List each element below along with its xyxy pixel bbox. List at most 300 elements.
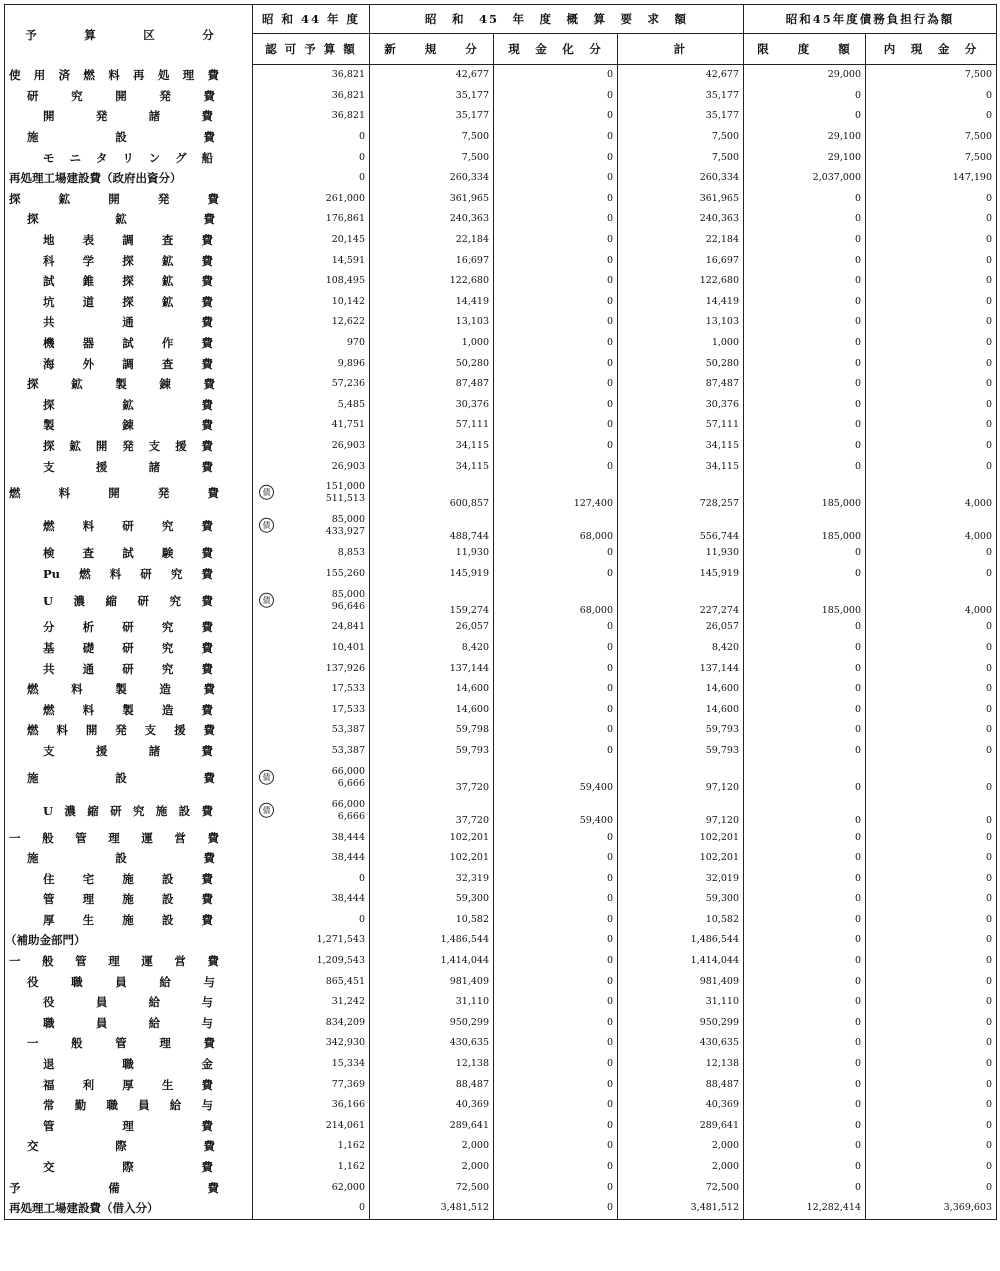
cell-limit: 29,000 (744, 65, 866, 86)
cell-new: 35,177 (370, 106, 494, 127)
cell-new: 2,000 (370, 1157, 494, 1178)
row-category (5, 679, 253, 700)
table-row (5, 250, 997, 271)
cell-fy44-approved (253, 794, 370, 827)
row-category-label: 施設費 (27, 130, 215, 145)
row-category-label: 機器試作費 (43, 336, 213, 351)
cell-fy44-approved (253, 271, 370, 292)
cell-cash: 0 (494, 1116, 618, 1137)
row-category-label: 探鉱費 (43, 397, 213, 412)
cell-total: 950,299 (618, 1013, 744, 1034)
row-category-label: 使用済燃料再処理費 (9, 68, 219, 83)
cell-cash-part: 0 (866, 271, 997, 292)
cell-new: 87,487 (370, 374, 494, 395)
cell-total: 59,793 (618, 720, 744, 741)
row-category (5, 971, 253, 992)
cell-cash: 0 (494, 741, 618, 762)
cell-fy44-approved (253, 333, 370, 354)
row-category-label: 職員給与 (43, 1015, 213, 1030)
cell-cash: 0 (494, 910, 618, 931)
cell-cash-part: 0 (866, 333, 997, 354)
fy44-approved-value: 85,000 (331, 588, 365, 600)
table-row (5, 271, 997, 292)
cell-fy44-approved (253, 827, 370, 848)
row-category-label: 製錬費 (43, 418, 213, 433)
cell-new: 8,420 (370, 638, 494, 659)
cell-cash-part: 0 (866, 951, 997, 972)
cell-total: 14,419 (618, 292, 744, 313)
table-row (5, 86, 997, 107)
cell-fy44-approved (253, 1157, 370, 1178)
table-row (5, 168, 997, 189)
fy44-approved-value: 26,903 (331, 439, 365, 451)
cell-cash-part: 0 (866, 910, 997, 931)
cell-new: 14,600 (370, 679, 494, 700)
cell-cash-part: 0 (866, 1054, 997, 1075)
table-row (5, 889, 997, 910)
row-category (5, 699, 253, 720)
header-fy44-bottom: 認 可 予 算 額 (253, 34, 370, 65)
fy44-approved-value: 155,260 (325, 567, 365, 579)
cell-new: 289,641 (370, 1116, 494, 1137)
cell-total: 2,000 (618, 1136, 744, 1157)
cell-cash-part: 0 (866, 292, 997, 313)
cell-limit: 0 (744, 292, 866, 313)
cell-total: 14,600 (618, 699, 744, 720)
cell-fy44-approved (253, 1198, 370, 1219)
cell-cash: 0 (494, 1177, 618, 1198)
fy44-approved-value: 970 (346, 337, 365, 349)
cell-cash-part: 0 (866, 86, 997, 107)
fy44-approved-value: 0 (358, 131, 365, 143)
fy44-approved-value: 0 (358, 172, 365, 184)
row-category-label: 役員給与 (43, 995, 213, 1010)
row-category (5, 415, 253, 436)
row-category-label: 厚生施設費 (43, 912, 213, 927)
row-category (5, 1157, 253, 1178)
row-category (5, 1054, 253, 1075)
cell-cash-part: 0 (866, 638, 997, 659)
cell-new: 7,500 (370, 127, 494, 148)
cell-limit: 0 (744, 868, 866, 889)
cell-total: 102,201 (618, 827, 744, 848)
cell-total: 8,420 (618, 638, 744, 659)
cell-fy44-approved (253, 353, 370, 374)
fy44-approved-value: 261,000 (325, 192, 365, 204)
cell-limit: 0 (744, 374, 866, 395)
cell-limit: 0 (744, 271, 866, 292)
cell-new: 240,363 (370, 209, 494, 230)
table-row (5, 741, 997, 762)
row-category (5, 292, 253, 313)
budget-table (4, 4, 997, 1220)
cell-limit: 0 (744, 415, 866, 436)
cell-total: 57,111 (618, 415, 744, 436)
cell-new: 37,720 (370, 794, 494, 827)
row-category (5, 1033, 253, 1054)
table-row (5, 1198, 997, 1219)
row-category-label: 支援諸費 (43, 459, 213, 474)
cell-limit: 0 (744, 333, 866, 354)
cell-fy44-approved (253, 510, 370, 543)
cell-fy44-approved (253, 1013, 370, 1034)
fy44-approved-value: 1,162 (337, 1140, 365, 1152)
table-body (5, 65, 997, 1220)
cell-cash: 0 (494, 374, 618, 395)
cell-limit: 0 (744, 1054, 866, 1075)
table-row (5, 868, 997, 889)
table-row (5, 1116, 997, 1137)
cell-limit: 0 (744, 761, 866, 794)
fy44-approved-value: 57,236 (331, 378, 365, 390)
row-category (5, 1013, 253, 1034)
row-category (5, 658, 253, 679)
cell-limit: 0 (744, 910, 866, 931)
cell-total: 59,793 (618, 741, 744, 762)
cell-cash: 0 (494, 1074, 618, 1095)
cell-total: 102,201 (618, 848, 744, 869)
cell-fy44-approved (253, 658, 370, 679)
cell-new: 16,697 (370, 250, 494, 271)
cell-new: 488,744 (370, 510, 494, 543)
cell-cash: 0 (494, 127, 618, 148)
fy44-approved-value: 24,841 (331, 621, 365, 633)
row-category (5, 910, 253, 931)
row-category (5, 189, 253, 210)
cell-fy44-approved (253, 1095, 370, 1116)
cell-cash-part: 147,190 (866, 168, 997, 189)
cell-fy44-approved (253, 889, 370, 910)
cell-cash: 0 (494, 189, 618, 210)
row-category (5, 510, 253, 543)
row-category (5, 992, 253, 1013)
cell-cash: 0 (494, 436, 618, 457)
cell-cash-part: 4,000 (866, 510, 997, 543)
debt-mark-icon: 債 (259, 802, 274, 817)
debt-mark-icon: 債 (259, 769, 274, 784)
cell-limit: 185,000 (744, 584, 866, 617)
cell-new: 10,582 (370, 910, 494, 931)
cell-limit: 0 (744, 794, 866, 827)
row-category (5, 761, 253, 794)
row-category (5, 250, 253, 271)
cell-fy44-approved (253, 930, 370, 951)
cell-new: 34,115 (370, 456, 494, 477)
cell-total: 7,500 (618, 147, 744, 168)
cell-cash: 127,400 (494, 477, 618, 510)
row-category-label: 再処理工場建設費（借入分） (9, 1201, 159, 1216)
table-row (5, 543, 997, 564)
fy44-approved-value: 36,166 (331, 1099, 365, 1111)
cell-cash: 0 (494, 848, 618, 869)
cell-fy44-approved (253, 312, 370, 333)
fy44-approved-value: 15,334 (331, 1058, 365, 1070)
row-category (5, 720, 253, 741)
fy44-approved-value: 41,751 (331, 419, 365, 431)
cell-cash: 0 (494, 1095, 618, 1116)
table-row (5, 353, 997, 374)
table-row (5, 1013, 997, 1034)
row-category (5, 271, 253, 292)
table-row (5, 794, 997, 827)
row-category (5, 868, 253, 889)
cell-limit: 0 (744, 827, 866, 848)
row-category (5, 147, 253, 168)
table-row (5, 930, 997, 951)
cell-cash: 0 (494, 563, 618, 584)
fy44-approved-value: 1,271,543 (316, 934, 365, 946)
table-row (5, 209, 997, 230)
cell-new: 1,414,044 (370, 951, 494, 972)
table-row (5, 374, 997, 395)
cell-cash-part: 0 (866, 848, 997, 869)
cell-total: 12,138 (618, 1054, 744, 1075)
row-category (5, 617, 253, 638)
cell-fy44-approved (253, 699, 370, 720)
cell-cash: 68,000 (494, 584, 618, 617)
cell-cash-part: 0 (866, 1116, 997, 1137)
cell-new: 122,680 (370, 271, 494, 292)
row-category-label: 一般管理費 (27, 1036, 215, 1051)
fy44-approved-value: 53,387 (331, 724, 365, 736)
cell-cash-part: 0 (866, 395, 997, 416)
cell-cash-part: 0 (866, 250, 997, 271)
cell-cash-part: 0 (866, 230, 997, 251)
cell-new: 57,111 (370, 415, 494, 436)
cell-total: 556,744 (618, 510, 744, 543)
table-row (5, 971, 997, 992)
row-category-label: 科学探鉱費 (43, 253, 213, 268)
cell-cash: 0 (494, 250, 618, 271)
cell-limit: 0 (744, 848, 866, 869)
row-category-label: 住宅施設費 (43, 871, 213, 886)
cell-new: 37,720 (370, 761, 494, 794)
cell-cash-part: 0 (866, 658, 997, 679)
cell-cash-part: 4,000 (866, 477, 997, 510)
cell-total: 26,057 (618, 617, 744, 638)
cell-fy44-approved (253, 543, 370, 564)
fy44-approved-value: 66,000 (331, 798, 365, 810)
header-category: 予 算 区 分 (5, 5, 253, 65)
row-category (5, 353, 253, 374)
cell-fy44-approved (253, 761, 370, 794)
row-category (5, 638, 253, 659)
row-category-label: 探鉱製錬費 (27, 377, 215, 392)
cell-cash-part: 7,500 (866, 147, 997, 168)
cell-cash: 0 (494, 333, 618, 354)
table-row (5, 951, 997, 972)
cell-cash-part: 0 (866, 794, 997, 827)
cell-total: 30,376 (618, 395, 744, 416)
fy44-approved-value-secondary: 511,513 (325, 493, 365, 505)
cell-limit: 0 (744, 930, 866, 951)
row-category-label: 探鉱費 (27, 212, 215, 227)
fy44-approved-value: 31,242 (331, 996, 365, 1008)
cell-new: 32,319 (370, 868, 494, 889)
cell-new: 72,500 (370, 1177, 494, 1198)
cell-new: 59,798 (370, 720, 494, 741)
row-category-label: 共通費 (43, 315, 213, 330)
fy44-approved-value: 1,162 (337, 1161, 365, 1173)
cell-limit: 0 (744, 741, 866, 762)
table-row (5, 395, 997, 416)
fy44-approved-value: 834,209 (325, 1016, 365, 1028)
cell-cash: 0 (494, 1013, 618, 1034)
row-category-label: 燃料開発費 (9, 486, 219, 501)
row-category (5, 127, 253, 148)
fy44-approved-value: 38,444 (331, 852, 365, 864)
cell-fy44-approved (253, 106, 370, 127)
cell-cash: 0 (494, 617, 618, 638)
row-category (5, 1074, 253, 1095)
row-category-label: 再処理工場建設費（政府出資分） (9, 171, 182, 186)
cell-new: 981,409 (370, 971, 494, 992)
cell-new: 31,110 (370, 992, 494, 1013)
cell-limit: 0 (744, 638, 866, 659)
cell-limit: 185,000 (744, 477, 866, 510)
row-category-label: 共通研究費 (43, 661, 213, 676)
fy44-approved-value-secondary: 96,646 (331, 600, 365, 612)
row-category (5, 1116, 253, 1137)
table-row (5, 679, 997, 700)
row-category (5, 65, 253, 86)
row-category-label: 燃料研究費 (43, 519, 213, 534)
cell-cash-part: 0 (866, 312, 997, 333)
header-cash-part: 内 現 金 分 (866, 34, 997, 65)
cell-cash-part: 3,369,603 (866, 1198, 997, 1219)
cell-cash: 0 (494, 312, 618, 333)
cell-total: 2,000 (618, 1157, 744, 1178)
row-category-label: 坑道探鉱費 (43, 294, 213, 309)
row-category (5, 794, 253, 827)
cell-cash: 59,400 (494, 761, 618, 794)
cell-cash: 0 (494, 951, 618, 972)
row-category (5, 230, 253, 251)
fy44-approved-value: 26,903 (331, 460, 365, 472)
cell-cash-part: 0 (866, 699, 997, 720)
row-category-label: 施設費 (27, 851, 215, 866)
cell-total: 35,177 (618, 106, 744, 127)
fy44-approved-value-secondary: 6,666 (337, 810, 365, 822)
cell-fy44-approved (253, 910, 370, 931)
row-category (5, 86, 253, 107)
cell-cash-part: 0 (866, 930, 997, 951)
cell-cash-part: 0 (866, 189, 997, 210)
cell-fy44-approved (253, 563, 370, 584)
cell-new: 59,793 (370, 741, 494, 762)
budget-sheet (4, 4, 996, 1267)
cell-cash-part: 0 (866, 741, 997, 762)
row-category-label: 支援諸費 (43, 743, 213, 758)
cell-cash: 0 (494, 106, 618, 127)
cell-cash-part: 0 (866, 992, 997, 1013)
cell-cash: 59,400 (494, 794, 618, 827)
cell-limit: 0 (744, 658, 866, 679)
cell-new: 3,481,512 (370, 1198, 494, 1219)
table-row (5, 1095, 997, 1116)
cell-limit: 0 (744, 1033, 866, 1054)
cell-cash-part: 0 (866, 1157, 997, 1178)
cell-total: 34,115 (618, 456, 744, 477)
cell-cash: 0 (494, 827, 618, 848)
cell-limit: 0 (744, 1177, 866, 1198)
cell-total: 145,919 (618, 563, 744, 584)
cell-limit: 0 (744, 971, 866, 992)
cell-total: 7,500 (618, 127, 744, 148)
cell-fy44-approved (253, 395, 370, 416)
cell-cash-part: 0 (866, 1013, 997, 1034)
cell-new: 1,000 (370, 333, 494, 354)
cell-cash: 0 (494, 86, 618, 107)
cell-fy44-approved (253, 456, 370, 477)
row-category-label: U濃縮研究費 (43, 593, 213, 608)
fy44-approved-value: 17,533 (331, 703, 365, 715)
cell-fy44-approved (253, 250, 370, 271)
table-row (5, 584, 997, 617)
table-row (5, 1033, 997, 1054)
cell-fy44-approved (253, 638, 370, 659)
cell-fy44-approved (253, 168, 370, 189)
fy44-approved-value: 38,444 (331, 831, 365, 843)
cell-cash-part: 0 (866, 1074, 997, 1095)
cell-cash: 0 (494, 543, 618, 564)
cell-cash: 0 (494, 1136, 618, 1157)
cell-limit: 0 (744, 436, 866, 457)
table-row (5, 292, 997, 313)
cell-limit: 0 (744, 456, 866, 477)
table-row (5, 699, 997, 720)
cell-new: 102,201 (370, 827, 494, 848)
cell-new: 12,138 (370, 1054, 494, 1075)
cell-fy44-approved (253, 971, 370, 992)
cell-total: 1,486,544 (618, 930, 744, 951)
cell-new: 30,376 (370, 395, 494, 416)
cell-total: 40,369 (618, 1095, 744, 1116)
table-row (5, 312, 997, 333)
cell-cash: 0 (494, 699, 618, 720)
fy44-approved-value: 36,821 (331, 89, 365, 101)
row-category-label: モニタリング船 (43, 150, 213, 165)
cell-cash: 0 (494, 230, 618, 251)
fy44-approved-value: 214,061 (325, 1119, 365, 1131)
cell-fy44-approved (253, 65, 370, 86)
cell-cash: 0 (494, 868, 618, 889)
row-category-label: 管理施設費 (43, 892, 213, 907)
row-category-label: 一般管理運営費 (9, 954, 219, 969)
cell-limit: 12,282,414 (744, 1198, 866, 1219)
row-category: （補助金部門） (5, 930, 253, 951)
cell-cash-part: 0 (866, 374, 997, 395)
table-row (5, 1074, 997, 1095)
cell-limit: 0 (744, 563, 866, 584)
table-row (5, 638, 997, 659)
cell-fy44-approved (253, 436, 370, 457)
cell-new: 35,177 (370, 86, 494, 107)
cell-total: 981,409 (618, 971, 744, 992)
fy44-approved-value: 8,853 (337, 547, 365, 559)
row-category (5, 827, 253, 848)
cell-new: 14,419 (370, 292, 494, 313)
cell-fy44-approved (253, 1054, 370, 1075)
cell-total: 3,481,512 (618, 1198, 744, 1219)
row-category (5, 584, 253, 617)
cell-fy44-approved (253, 415, 370, 436)
table-row (5, 720, 997, 741)
row-category-label: 分析研究費 (43, 620, 213, 635)
cell-new: 14,600 (370, 699, 494, 720)
cell-total: 728,257 (618, 477, 744, 510)
table-row (5, 456, 997, 477)
